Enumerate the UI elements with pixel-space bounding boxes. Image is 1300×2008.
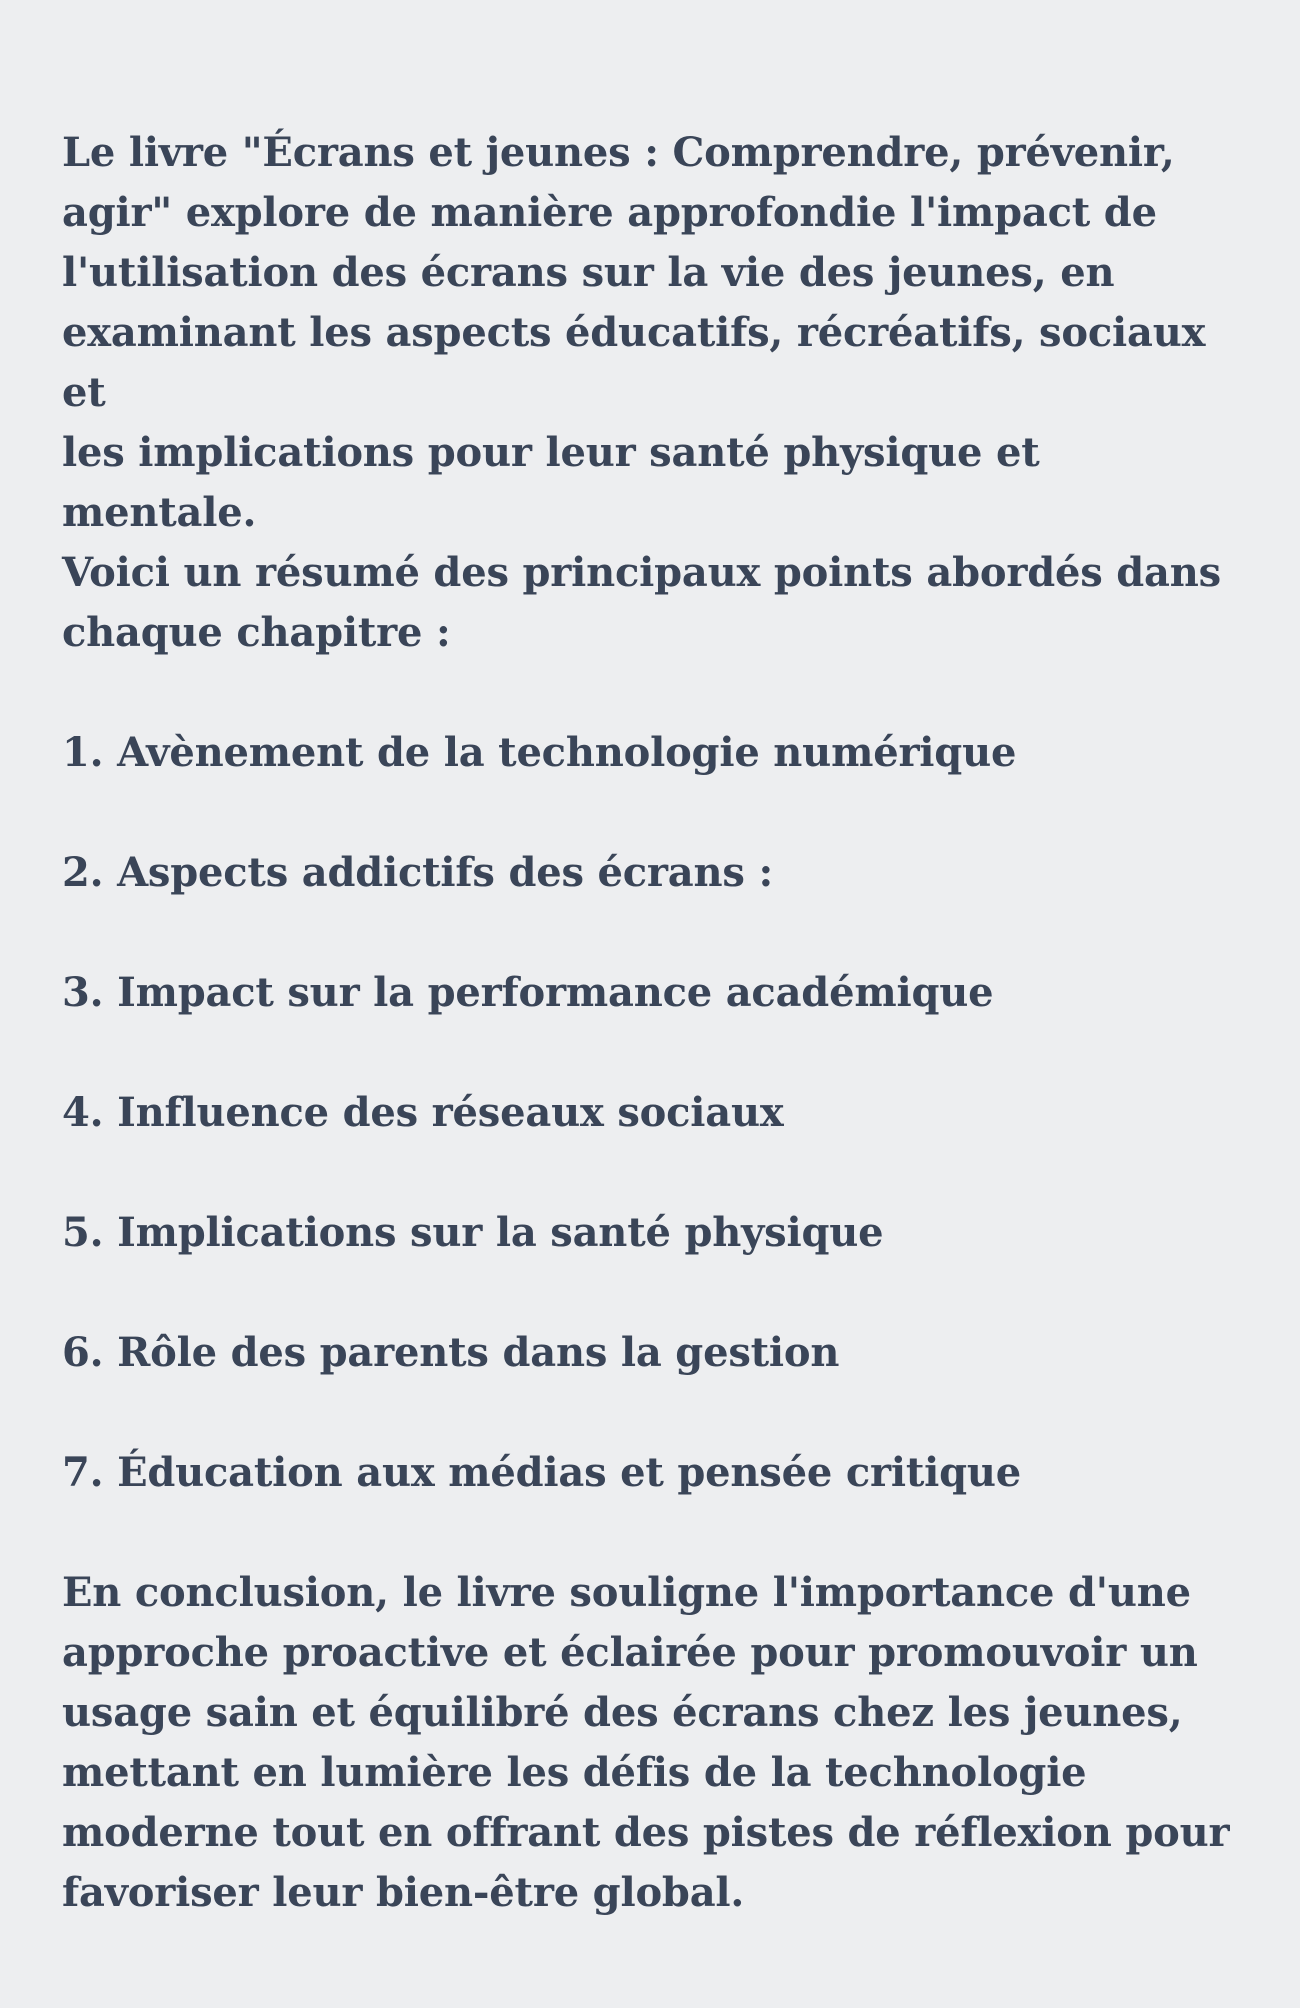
chapter-item: 3. Impact sur la performance académique — [62, 969, 994, 1016]
conclusion-line: usage sain et équilibré des écrans chez les jeunes, — [62, 1689, 1183, 1736]
conclusion-line: favoriser leur bien-être global. — [62, 1869, 745, 1916]
intro-line: les implications pour leur santé physique et mentale. — [62, 429, 1040, 536]
conclusion-line: approche proactive et éclairée pour promouvoir un — [62, 1629, 1198, 1676]
intro-line: l'utilisation des écrans sur la vie des jeunes, en — [62, 249, 1115, 296]
chapter-item: 6. Rôle des parents dans la gestion — [62, 1329, 840, 1376]
chapter-list — [62, 723, 1240, 1503]
conclusion-line: En conclusion, le livre souligne l'importance d'une — [62, 1569, 1191, 1616]
intro-line: Le livre "Écrans et jeunes : Comprendre, prévenir, — [62, 129, 1175, 176]
chapter-item: 5. Implications sur la santé physique — [62, 1209, 884, 1256]
intro-line: Voici un résumé des principaux points abordés dans — [62, 549, 1221, 596]
intro-line: examinant les aspects éducatifs, récréatifs, sociaux et — [62, 309, 1206, 416]
chapter-item: 7. Éducation aux médias et pensée critique — [62, 1449, 1022, 1496]
chapter-item: 4. Influence des réseaux sociaux — [62, 1089, 784, 1136]
chapter-item: 2. Aspects addictifs des écrans : — [62, 849, 774, 896]
conclusion-line: mettant en lumière les défis de la technologie — [62, 1749, 1087, 1796]
chapter-item: 1. Avènement de la technologie numérique — [62, 729, 1017, 776]
intro-paragraph — [62, 123, 1242, 663]
intro-line: chaque chapitre : — [62, 609, 451, 656]
conclusion-line: moderne tout en offrant des pistes de réflexion pour — [62, 1809, 1230, 1856]
intro-line: agir" explore de manière approfondie l'impact de — [62, 189, 1157, 236]
conclusion-paragraph — [62, 1563, 1242, 1923]
